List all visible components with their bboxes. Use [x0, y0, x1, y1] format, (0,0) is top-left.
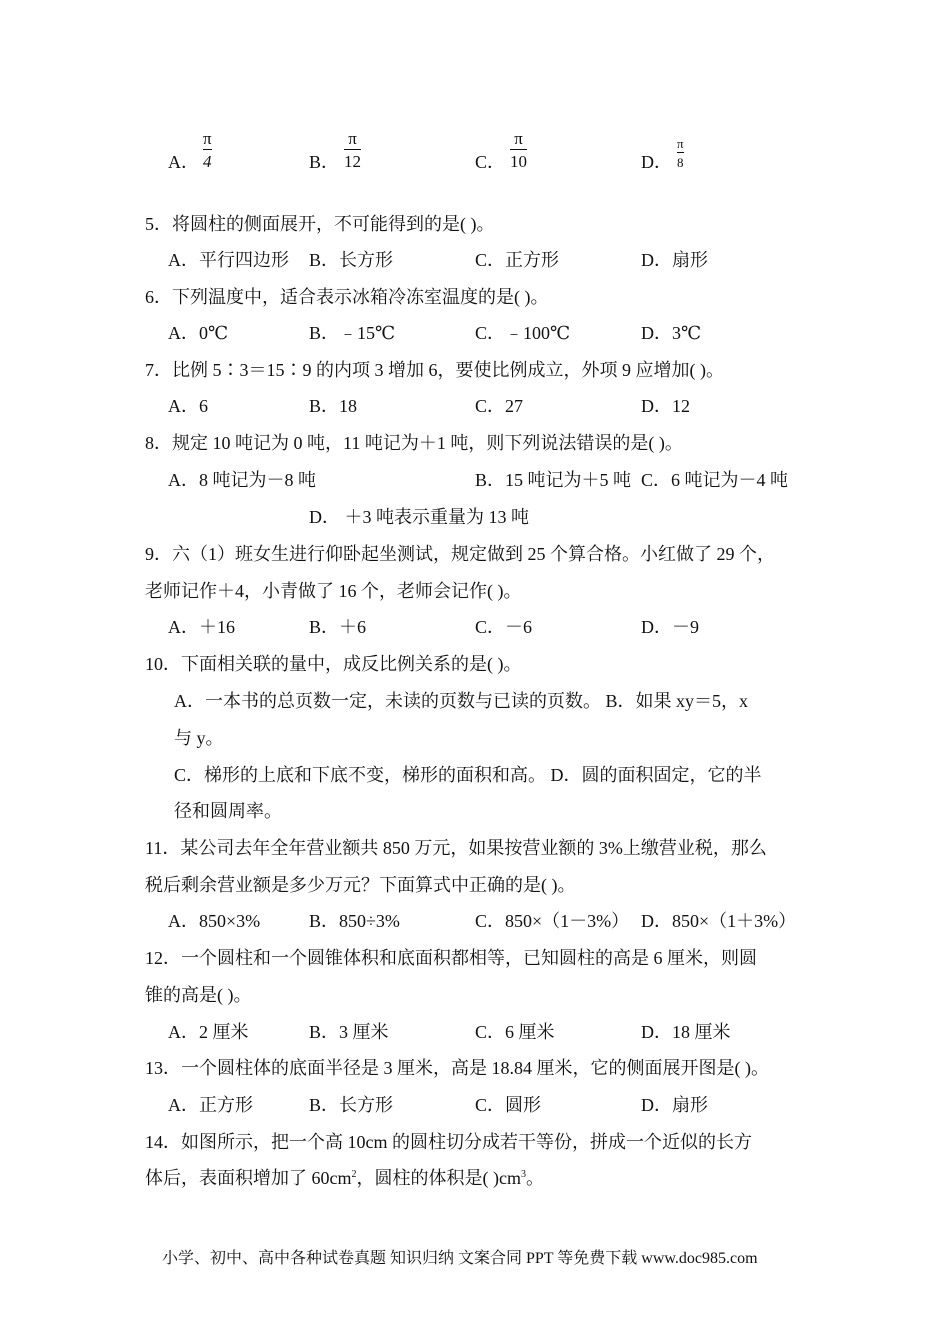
denominator: 8: [677, 155, 684, 170]
q11-option-a: A．850×3%: [168, 911, 261, 931]
superscript-2: 2: [351, 1169, 357, 1180]
q8-option-a: A．8 吨记为－8 吨: [168, 470, 316, 490]
q8-option-b: B．15 吨记为＋5 吨: [475, 470, 632, 490]
option-label: D．: [641, 152, 672, 172]
q7-option-d: D．12: [641, 396, 690, 416]
question-8-stem: 8．规定 10 吨记为 0 吨，11 吨记为＋1 吨，则下列说法错误的是( )。: [145, 433, 683, 453]
q11-option-d: D．850×（1＋3%）: [641, 911, 797, 931]
q14-text-part-2: ，圆柱的体积是( )cm: [356, 1168, 521, 1188]
option-label: C．: [475, 152, 506, 172]
q7-option-a: A．6: [168, 396, 208, 416]
question-12-stem-line-1: 12．一个圆柱和一个圆锥体积和底面积都相等，已知圆柱的高是 6 厘米，则圆: [145, 948, 757, 968]
question-5-stem: 5．将圆柱的侧面展开，不可能得到的是( )。: [145, 214, 495, 234]
fraction: [677, 137, 684, 169]
q6-option-c: C．﹣100℃: [475, 323, 571, 343]
numerator: π: [677, 136, 684, 151]
q10-options-line-1: A．一本书的总页数一定，未读的页数与已读的页数。 B．如果 xy＝5，x: [174, 691, 749, 711]
q11-option-c: C．850×（1－3%）: [475, 911, 630, 931]
q7-option-b: B．18: [309, 396, 358, 416]
q9-option-b: B．＋6: [309, 617, 367, 637]
q13-option-b: B．长方形: [309, 1095, 394, 1115]
question-7-stem: 7．比例 5∶3＝15∶9 的内项 3 增加 6，要使比例成立，外项 9 应增加( )。: [145, 360, 724, 380]
q7-option-c: C．27: [475, 396, 524, 416]
q6-option-b: B．﹣15℃: [309, 323, 396, 343]
q5-option-c: C．正方形: [475, 250, 560, 270]
superscript-3: 3: [520, 1169, 526, 1180]
denominator: 12: [344, 152, 361, 171]
q12-option-a: A．2 厘米: [168, 1022, 249, 1042]
q10-options-line-3: C．梯形的上底和下底不变，梯形的面积和高。 D．圆的面积固定，它的半: [174, 765, 762, 785]
page-footer: 小学、初中、高中各种试卷真题 知识归纳 文案合同 PPT 等免费下载 www.doc985.com: [162, 1250, 758, 1267]
question-13-stem: 13．一个圆柱体的底面半径是 3 厘米，高是 18.84 厘米，它的侧面展开图是( )。: [145, 1058, 769, 1078]
q11-option-b: B．850÷3%: [309, 911, 400, 931]
q12-option-b: B．3 厘米: [309, 1022, 389, 1042]
numerator: π: [514, 129, 523, 148]
q8-option-c: C．6 吨记为－4 吨: [641, 470, 789, 490]
q14-text-part-1: 体后，表面积增加了 60cm: [145, 1168, 352, 1188]
q12-option-d: D．18 厘米: [641, 1022, 731, 1042]
q10-options-line-2: 与 y。: [174, 728, 224, 748]
fraction: [510, 130, 527, 170]
numerator: π: [348, 129, 357, 148]
fraction: [344, 130, 361, 170]
q14-text-part-3: 。: [525, 1168, 544, 1188]
numerator: π: [203, 129, 212, 148]
q6-option-a: A．0℃: [168, 323, 229, 343]
fraction: [203, 130, 212, 170]
option-label: B．: [309, 152, 340, 172]
denominator: 4: [203, 152, 212, 171]
q9-option-a: A．＋16: [168, 617, 235, 637]
q5-option-b: B．长方形: [309, 250, 394, 270]
q13-option-c: C．圆形: [475, 1095, 542, 1115]
denominator: 10: [510, 152, 527, 171]
question-11-stem-line-1: 11．某公司去年全年营业额共 850 万元，如果按营业额的 3%上缴营业税，那么: [145, 838, 767, 858]
question-9-stem-line-2: 老师记作＋4，小青做了 16 个，老师会记作( )。: [145, 581, 522, 601]
question-14-stem-line-2: [145, 1166, 544, 1190]
q13-option-a: A．正方形: [168, 1095, 253, 1115]
question-6-stem: 6．下列温度中，适合表示冰箱冷冻室温度的是( )。: [145, 287, 549, 307]
option-label: A．: [168, 152, 199, 172]
q12-option-c: C．6 厘米: [475, 1022, 555, 1042]
q9-option-c: C．－6: [475, 617, 533, 637]
question-12-stem-line-2: 锥的高是( )。: [145, 985, 252, 1005]
q8-option-d: D． ＋3 吨表示重量为 13 吨: [309, 507, 529, 527]
q10-options-line-4: 径和圆周率。: [174, 801, 282, 821]
q5-option-a: A．平行四边形: [168, 250, 289, 270]
question-14-stem-line-1: 14．如图所示，把一个高 10cm 的圆柱切分成若干等份，拼成一个近似的长方: [145, 1132, 752, 1152]
question-9-stem-line-1: 9．六（1）班女生进行仰卧起坐测试，规定做到 25 个算合格。小红做了 29 个，: [145, 544, 775, 564]
q6-option-d: D．3℃: [641, 323, 702, 343]
q13-option-d: D．扇形: [641, 1095, 708, 1115]
question-11-stem-line-2: 税后剩余营业额是多少万元？下面算式中正确的是( )。: [145, 875, 576, 895]
question-10-stem: 10．下面相关联的量中，成反比例关系的是( )。: [145, 654, 522, 674]
q9-option-d: D．－9: [641, 617, 699, 637]
q5-option-d: D．扇形: [641, 250, 708, 270]
